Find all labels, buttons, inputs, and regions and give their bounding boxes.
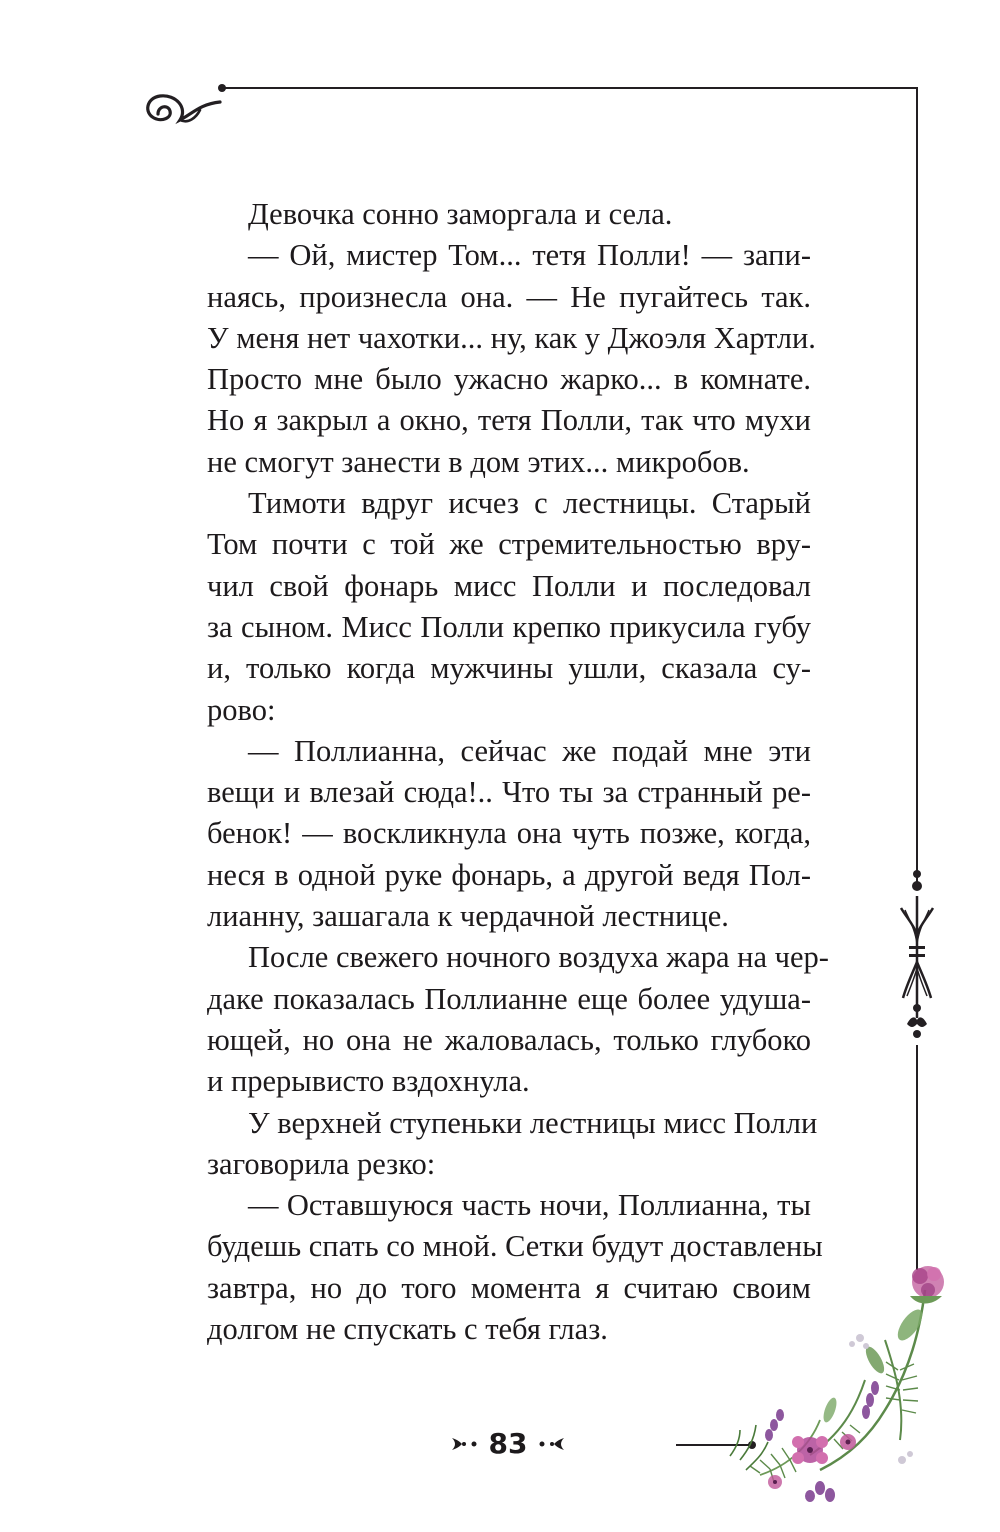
text-line: не смогут занести в дом этих... микробов. (207, 444, 750, 479)
text-line: и прерывисто вздохнула. (207, 1064, 530, 1099)
text-line: за сыном. Мисс Полли крепко прикусила губу (207, 609, 811, 644)
text-line: — Поллианна, сейчас же подай мне эти (248, 733, 811, 768)
text-line: У верхней ступеньки лестницы мисс Полли (248, 1105, 818, 1140)
text-line: неся в одной руке фонарь, а другой ведя Пол- (207, 857, 811, 892)
text-line: Девочка сонно заморгала и села. (248, 197, 673, 231)
page-number: 83 (488, 1427, 528, 1460)
text-line: и, только когда мужчины ушли, сказала су- (207, 651, 811, 686)
text-line: У меня нет чахотки... ну, как у Джоэля Хартли. (207, 320, 816, 355)
text-line: вещи и влезай сюда!.. Что ты за странный ре- (207, 775, 811, 810)
frame-top-rule (222, 87, 918, 89)
frame-right-rule (916, 88, 918, 884)
text-line: ющей, но она не жаловалась, только глубоко (207, 1022, 811, 1057)
arrow-flourish-icon (536, 1432, 566, 1456)
text-line: заговорила резко: (207, 1146, 436, 1181)
fleuron-icon (893, 868, 941, 1048)
text-line: завтра, но до того момента я считаю своим (207, 1270, 811, 1305)
body-text (207, 194, 829, 1350)
text-line: Просто мне было ужасно жарко... в комнате. (207, 362, 811, 397)
text-line: лианну, зашагала к чердачной лестнице. (207, 899, 729, 934)
page-footer (448, 1424, 568, 1464)
text-line: бенок! — воскликнула она чуть позже, когда, (207, 816, 811, 851)
text-line: — Ой, мистер Том... тетя Полли! — запи- (248, 238, 811, 273)
text-line: Но я закрыл а окно, тетя Полли, так что мухи (207, 403, 811, 438)
text-line: наясь, произнесла она. — Не пугайтесь так. (207, 279, 811, 314)
text-line: Том почти с той же стремительностью вру- (207, 527, 811, 562)
text-line: чил свой фонарь мисс Полли и последовал (207, 568, 811, 603)
text-line: — Оставшуюся часть ночи, Поллианна, ты (248, 1188, 811, 1223)
scroll-ornament-icon (136, 80, 226, 140)
text-line: рово: (207, 692, 276, 727)
wildflower-illustration (670, 1220, 970, 1520)
text-line: После свежего ночного воздуха жара на чер- (248, 940, 829, 975)
text-line: долгом не спускать с тебя глаз. (207, 1312, 608, 1347)
text-line: будешь спать со мной. Сетки будут доставлены (207, 1229, 823, 1264)
text-line: даке показалась Поллианне еще более удуша- (207, 981, 811, 1016)
text-line: Тимоти вдруг исчез с лестницы. Старый (248, 486, 811, 521)
arrow-flourish-icon (450, 1432, 480, 1456)
